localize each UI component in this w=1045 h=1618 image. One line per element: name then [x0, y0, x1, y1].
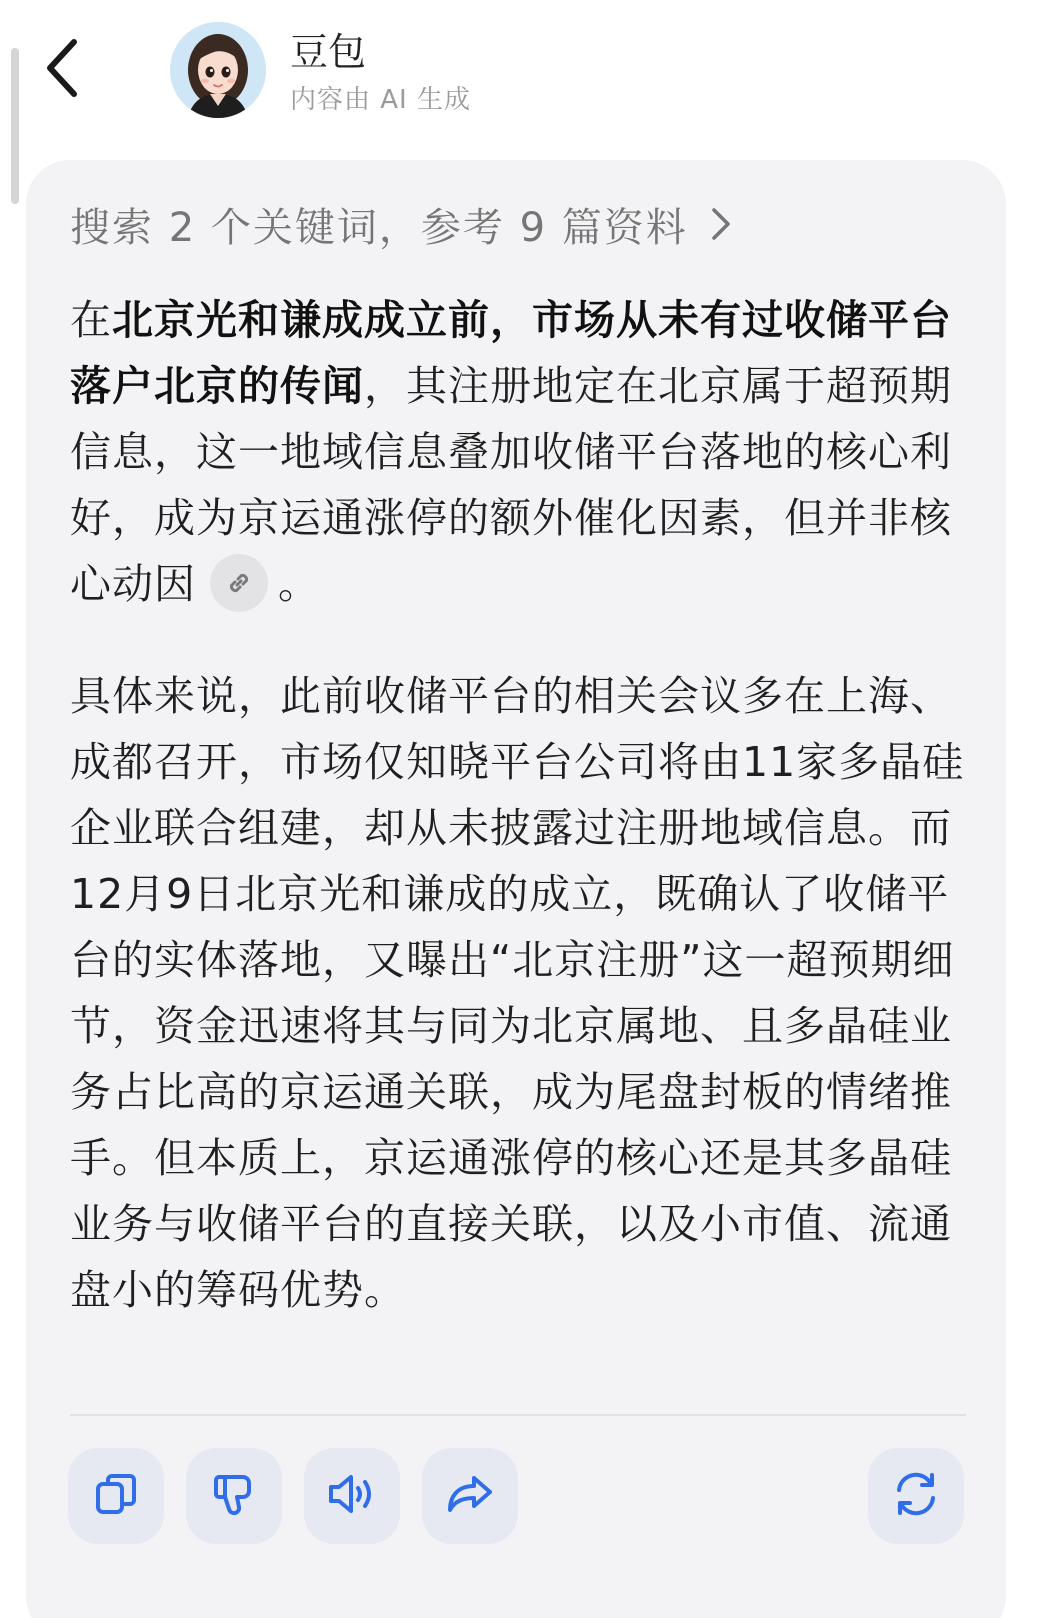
- paragraph-1-rest: ，其注册地定在北京属于超预期信息，这一地域信息叠加收储平台落地的核心利好，成为京运通涨停的额外催化因素，但并非核心动因: [70, 362, 952, 608]
- divider: [70, 1414, 966, 1416]
- copy-button[interactable]: [68, 1448, 164, 1544]
- search-summary: 搜索 2 个关键词，参考 9 篇资料: [70, 204, 688, 251]
- refresh-icon: [890, 1468, 942, 1524]
- answer-paragraph-1: [70, 287, 970, 617]
- chevron-left-icon: [42, 36, 82, 104]
- ai-generated-label: 内容由 AI 生成: [290, 85, 471, 115]
- paragraph-1-prefix: 在: [70, 296, 112, 344]
- chat-header: [0, 0, 1045, 150]
- answer-paragraph-2: 具体来说，此前收储平台的相关会议多在上海、成都召开，市场仅知晓平台公司将由11家多晶硅企业联合组建，却从未披露过注册地域信息。而12月9日北京光和谦成的成立，既确认了收储平台的实体落地，又曝出“北京注册”这一超预期细节，资金迅速将其与同为北京属地、且多晶硅业务占比高的京运通关联，成为尾盘封板的情绪推手。但本质上，京运通涨停的核心还是其多晶硅业务与收储平台的直接关联，以及小市值、流通盘小的筹码优势。: [70, 672, 965, 1314]
- avatar[interactable]: [170, 22, 266, 118]
- source-link-button[interactable]: [210, 554, 268, 612]
- share-button[interactable]: [422, 1448, 518, 1544]
- back-button[interactable]: [34, 36, 90, 104]
- link-icon: [224, 568, 254, 598]
- avatar-image: [170, 22, 266, 118]
- paragraph-1-suffix: 。: [278, 560, 320, 608]
- search-summary-row[interactable]: [70, 196, 732, 252]
- dislike-button[interactable]: [186, 1448, 282, 1544]
- speaker-icon: [325, 1469, 379, 1523]
- regenerate-button[interactable]: [868, 1448, 964, 1544]
- read-aloud-button[interactable]: [304, 1448, 400, 1544]
- paragraph-1-bold: 北京光和谦成成立前，市场从未有过收储平台落户北京的传闻: [70, 296, 952, 410]
- chevron-right-icon: [710, 206, 732, 242]
- share-icon: [444, 1470, 496, 1522]
- thumbs-down-icon: [209, 1469, 259, 1523]
- copy-icon: [92, 1470, 140, 1522]
- bot-name: 豆包: [290, 30, 367, 74]
- answer-card: [26, 160, 1006, 1618]
